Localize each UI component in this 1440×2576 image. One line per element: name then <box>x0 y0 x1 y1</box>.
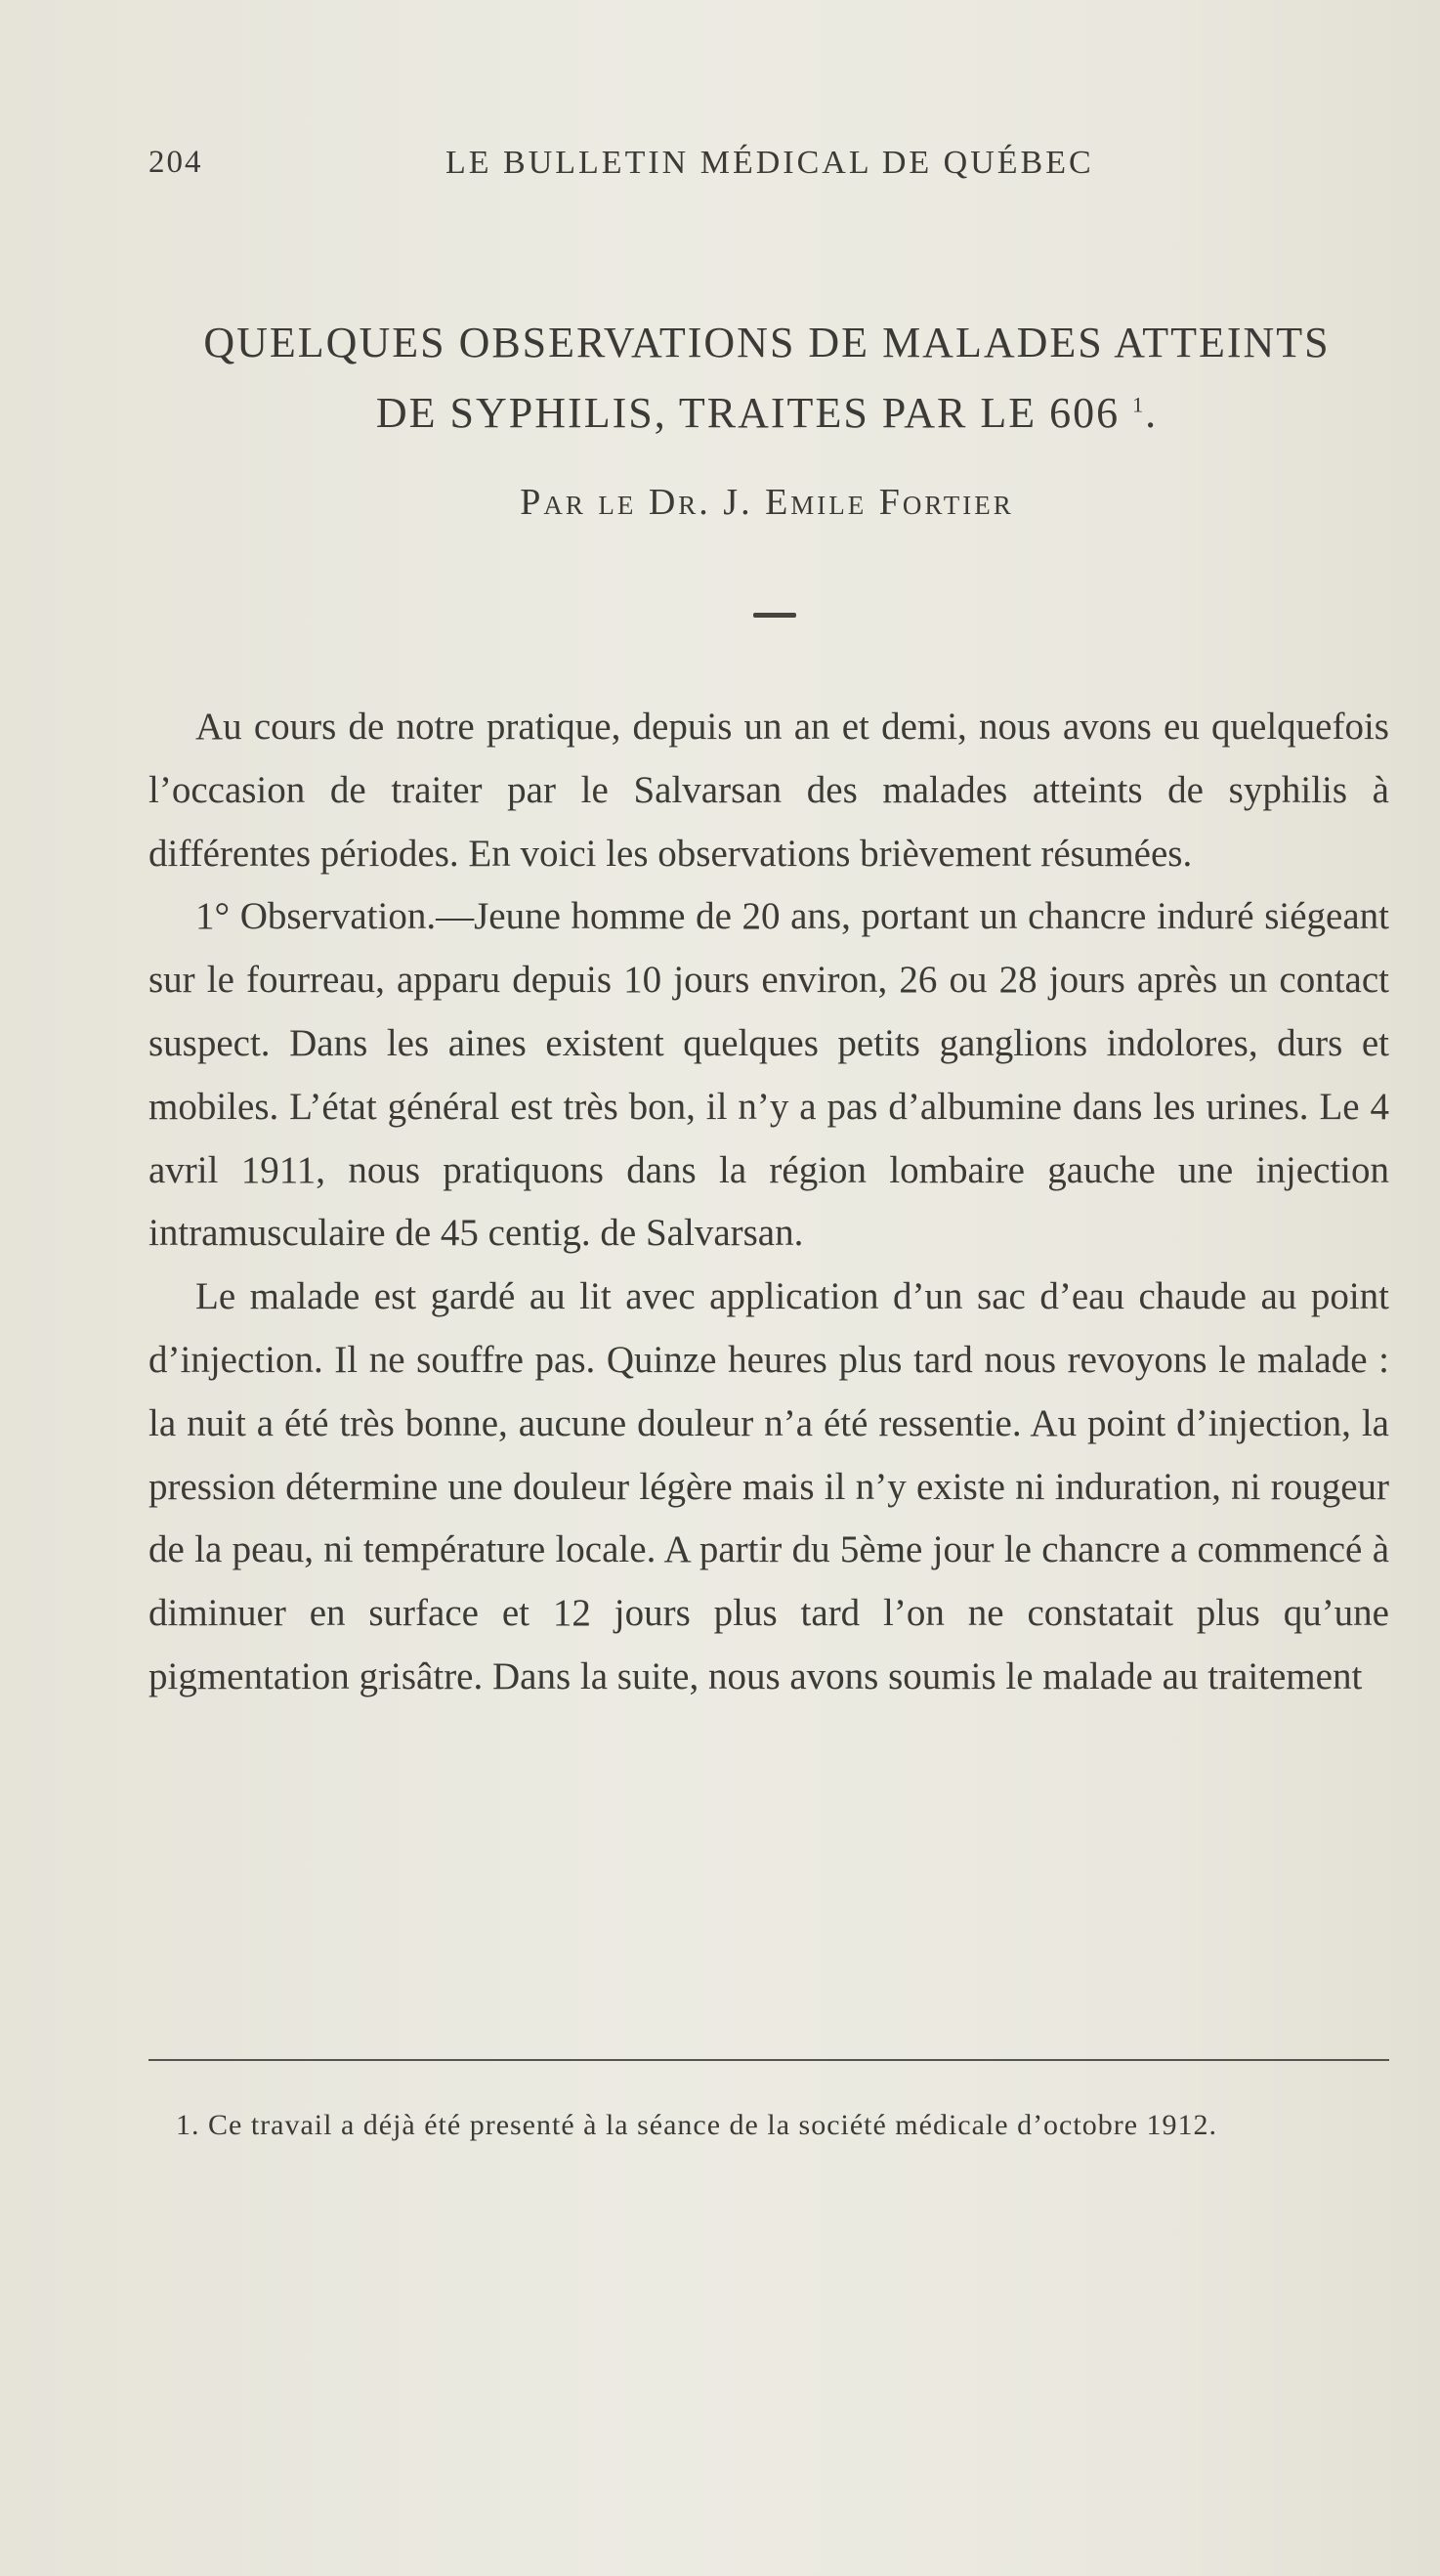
article-title <box>137 308 1397 449</box>
title-line-2-end: . <box>1145 389 1159 437</box>
page-number: 204 <box>148 145 203 180</box>
article-title-line-2 <box>137 378 1397 449</box>
article-title-line-1: QUELQUES OBSERVATIONS DE MALADES ATTEINTS <box>203 319 1331 366</box>
title-footnote-mark: 1 <box>1132 392 1146 417</box>
footnote-rule <box>148 2059 1389 2061</box>
footnote-text: 1. Ce travail a déjà été presenté à la séance de la société médicale d’octobre 1912. <box>176 2109 1218 2141</box>
paragraph: Le malade est gardé au lit avec application d’un sac d’eau chaude au point d’injection. Il ne souffre pas. Quinze heures plus tard nous revoyons le malade : la nuit a été très bonne, aucune douleur n’a été ressentie. Au point d’injection, la pression détermine une douleur légère mais il n’y existe ni induration, ni rougeur de la peau, ni température locale. A partir du 5ème jour le chancre a commencé à diminuer en surface et 12 jours plus tard l’on ne constatait plus qu’une pigmentation grisâtre. Dans la suite, nous avons soumis le malade au traitement <box>148 1275 1389 1697</box>
journal-title: LE BULLETIN MÉDICAL DE QUÉBEC <box>445 145 1094 181</box>
section-dash <box>753 613 796 618</box>
article-title-line-2-text: DE SYPHILIS, TRAITES PAR LE 606 <box>375 389 1121 437</box>
footnote <box>148 2103 1389 2148</box>
paragraph: Au cours de notre pratique, depuis un an et demi, nous avons eu quelquefois l’occasion de traiter par le Salvarsan des malades atteints de syphilis à différentes périodes. En voici les observations brièvement résumées. <box>148 706 1389 875</box>
author-byline: Par le Dr. J. Emile Fortier <box>520 482 1014 523</box>
article-body <box>148 696 1389 1709</box>
running-head <box>148 145 1389 193</box>
paragraph: 1° Observation.—Jeune homme de 20 ans, portant un chancre induré siégeant sur le fourreau, apparu depuis 10 jours environ, 26 ou 28 jours après un contact suspect. Dans les aines existent quelques petits ganglions indolores, durs et mobiles. L’état général est très bon, il n’y a pas d’albumine dans les urines. Le 4 avril 1911, nous pratiquons dans la région lombaire gauche une injection intramusculaire de 45 centig. de Salvarsan. <box>148 895 1389 1255</box>
